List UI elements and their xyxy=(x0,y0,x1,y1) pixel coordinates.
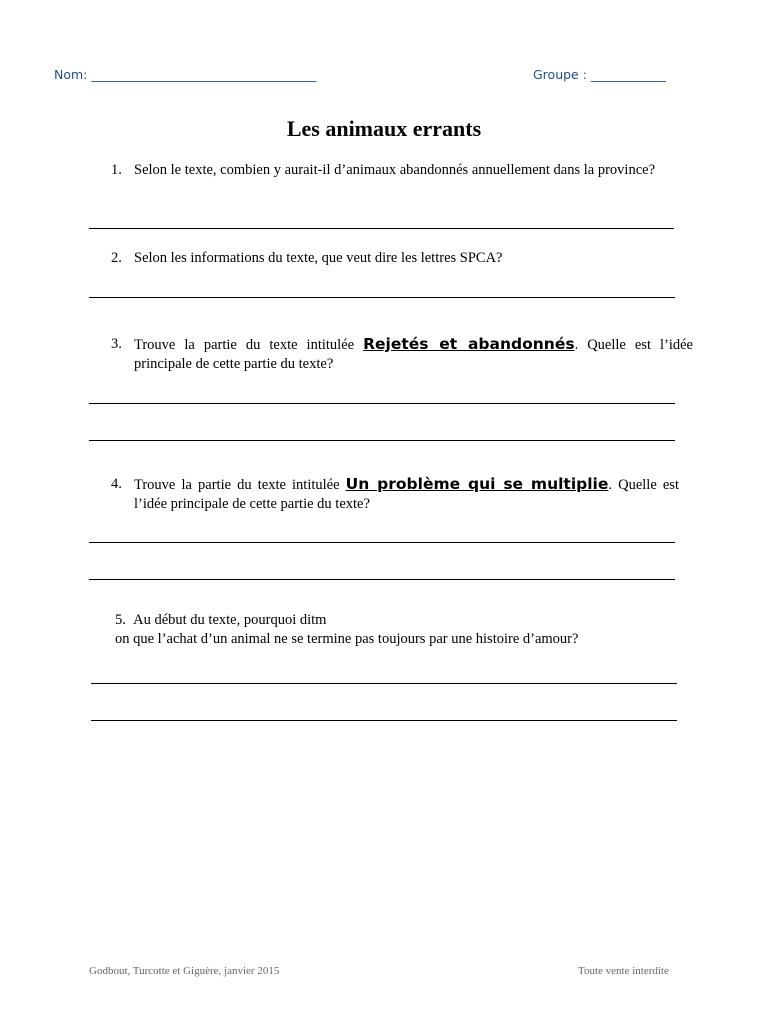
answer-line-4a[interactable] xyxy=(89,542,675,543)
question-text-end: . Quelle est l’idée principale de cette partie du texte? xyxy=(134,337,693,372)
answer-line-4b[interactable] xyxy=(89,579,675,580)
answer-line-3b[interactable] xyxy=(89,440,675,441)
answer-line-3a[interactable] xyxy=(89,403,675,404)
footer-credits: Godbout, Turcotte et Giguère, janvier 2015 xyxy=(89,965,280,977)
answer-line-5b[interactable] xyxy=(91,720,677,721)
page-title: Les animaux errants xyxy=(286,116,482,141)
question-4 xyxy=(111,475,679,514)
section-title-highlight: Un problème qui se multiplie xyxy=(345,475,609,493)
question-text-start: Trouve la partie du texte intitulée xyxy=(134,477,346,493)
question-number: 5. xyxy=(115,612,126,628)
answer-line-5a[interactable] xyxy=(91,683,677,684)
question-number: 4. xyxy=(111,476,122,492)
answer-line-2[interactable] xyxy=(89,297,675,298)
footer-notice: Toute vente interdite xyxy=(578,965,669,977)
question-3 xyxy=(111,335,693,374)
question-text-line-2: on que l’achat d’un animal ne se termine pas toujours par une histoire d’amour? xyxy=(115,631,579,647)
question-text-line-1: 5. Au début du texte, pourquoi ditm xyxy=(115,612,327,628)
question-number: 1. xyxy=(111,162,122,178)
question-number: 2. xyxy=(111,250,122,266)
question-number: 3. xyxy=(111,336,122,352)
section-title-highlight: Rejetés et abandonnés xyxy=(363,335,575,353)
question-text: Selon le texte, combien y aurait-il d’animaux abandonnés annuellement dans la province? xyxy=(134,162,656,178)
question-text: Selon les informations du texte, que veut dire les lettres SPCA? xyxy=(134,250,503,266)
group-field-label: Groupe : ____________ xyxy=(533,67,666,82)
question-text xyxy=(134,335,693,374)
name-field-label: Nom: ____________________________________ xyxy=(54,67,317,82)
question-5 xyxy=(115,611,695,649)
question-1 xyxy=(111,161,679,180)
question-text-end: . Quelle est l’idée principale de cette partie du texte? xyxy=(134,477,679,512)
question-text xyxy=(134,475,679,514)
question-2 xyxy=(111,249,679,268)
question-text-start: Trouve la partie du texte intitulée xyxy=(134,337,364,353)
answer-line-1[interactable] xyxy=(89,228,674,229)
